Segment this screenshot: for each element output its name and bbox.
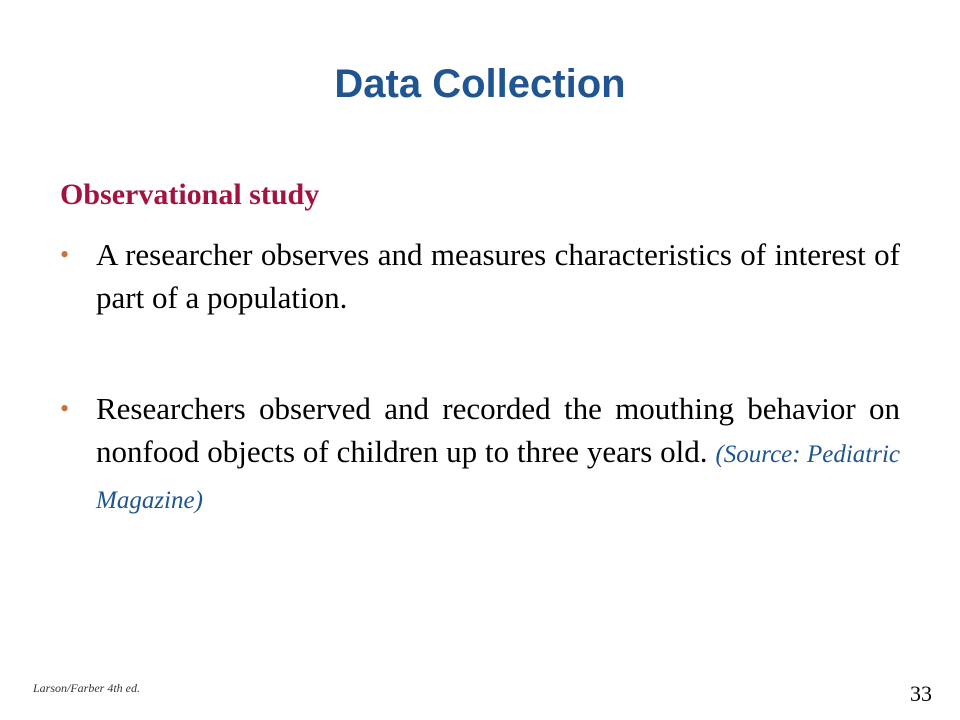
page-number: 33 xyxy=(910,681,932,706)
bullet-text-2-wrapper xyxy=(96,387,900,522)
section-heading: Observational study xyxy=(60,178,320,211)
slide-title: Data Collection xyxy=(334,62,626,106)
bullet-item-1 xyxy=(60,233,900,319)
bullet-text-2: Researchers observed and recorded the mouthing behavior on nonfood objects of children up to three years old. xyxy=(96,391,900,469)
bullet-text-1: A researcher observes and measures characteristics of interest of part of a population. xyxy=(96,237,900,315)
footer-credit: Larson/Farber 4th ed. xyxy=(33,681,141,695)
bullet-marker-icon: • xyxy=(60,394,70,423)
source-citation: (Source: Pediatric Magazine) xyxy=(96,441,901,514)
bullet-marker-icon: • xyxy=(60,240,70,269)
bullet-item-2 xyxy=(60,387,900,522)
